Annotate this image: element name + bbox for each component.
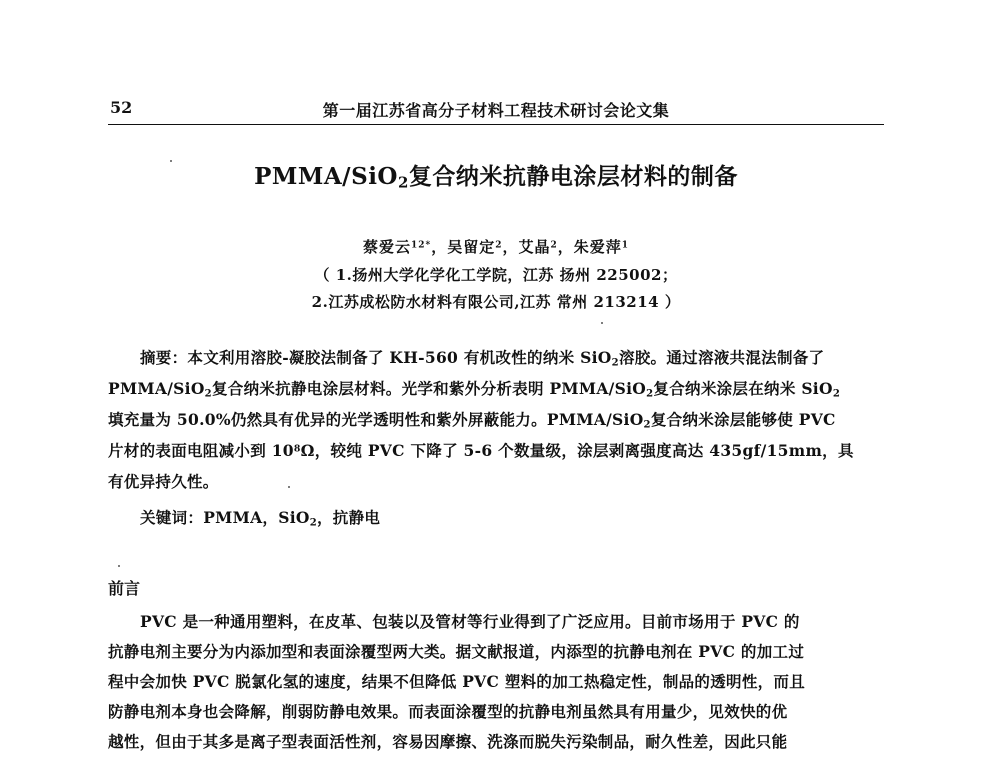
- scan-speck: [601, 322, 603, 324]
- page-number: 52: [110, 98, 133, 117]
- abstract-line-3: 填充量为 50.0%仍然具有优异的光学透明性和紫外屏蔽能力。PMMA/SiO$_2$复合纳米涂层能够使 PVC: [108, 410, 836, 431]
- scan-speck: [288, 486, 290, 488]
- paper-title: PMMA/SiO$_2$复合纳米抗静电涂层材料的制备: [254, 163, 738, 192]
- section-heading-introduction: 前言: [108, 579, 141, 598]
- abstract-line-4: 片材的表面电阻减小到 $10^8\Omega$，较纯 PVC 下降了 5-6 个数量级，涂层剥离强度高达 435gf/15mm，具: [108, 441, 854, 460]
- intro-line-3: 程中会加快 PVC 脱氯化氢的速度，结果不但降低 PVC 塑料的加工热稳定性，制品的透明性，而且: [108, 672, 806, 691]
- affiliation-line-2: 2.江苏成松防水材料有限公司,江苏 常州 213214 ）: [311, 293, 681, 311]
- author-list: 蔡爱云$^{12*}$，吴留定$^2$，艾晶$^2$，朱爱萍$^1$: [362, 238, 630, 256]
- affiliation-line-1: （ 1.扬州大学化学化工学院，江苏 扬州 225002；: [314, 266, 678, 284]
- abstract-line-5: 有优异持久性。: [108, 472, 219, 491]
- intro-line-4: 防静电剂本身也会降解，削弱防静电效果。而表面涂覆型的抗静电剂虽然具有用量少，见效快的优: [108, 702, 788, 721]
- abstract-line-2: PMMA/SiO$_2$复合纳米抗静电涂层材料。光学和紫外分析表明 PMMA/SiO$_2$复合纳米涂层在纳米 SiO$_2$: [108, 379, 841, 400]
- journal-title: 第一届江苏省高分子材料工程技术研讨会论文集: [322, 101, 670, 120]
- scan-speck: [170, 160, 172, 162]
- running-header: [108, 98, 884, 125]
- abstract-line-1: 摘要：本文利用溶胶-凝胶法制备了 KH-560 有机改性的纳米 SiO$_2$溶胶。通过溶液共混法制备了: [140, 348, 825, 369]
- intro-line-2: 抗静电剂主要分为内添加型和表面涂覆型两大类。据文献报道，内添型的抗静电剂在 PVC 的加工过: [108, 642, 805, 661]
- intro-line-1: PVC 是一种通用塑料，在皮革、包装以及管材等行业得到了广泛应用。目前市场用于 PVC 的: [140, 612, 800, 631]
- scan-speck: [118, 565, 120, 567]
- keywords-line: 关键词：PMMA，SiO$_2$，抗静电: [140, 508, 381, 529]
- intro-line-5: 越性，但由于其多是离子型表面活性剂，容易因摩擦、洗涤而脱失污染制品，耐久性差，因此只能: [108, 732, 788, 751]
